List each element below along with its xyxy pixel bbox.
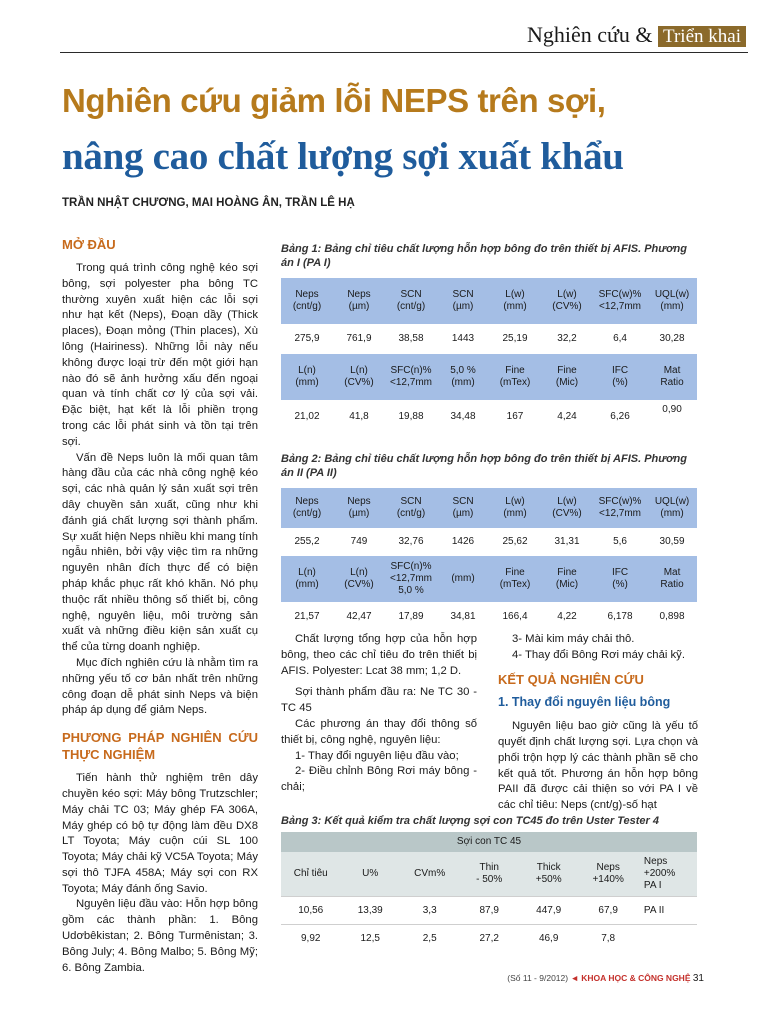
section-label	[527, 22, 746, 48]
table3-caption: Bảng 3: Kết quả kiểm tra chất lượng sợi con TC45 đo trên Uster Tester 4	[281, 815, 659, 827]
table-cell: 166,4	[502, 611, 528, 622]
middle-paragraph-2: Sợi thành phẩm đầu ra: Ne TC 30 - TC 45	[281, 686, 477, 715]
table-cell: 761,9	[346, 333, 372, 344]
middle-paragraph-5: 2- Điều chỉnh Bông Rơi máy bông - chải;	[281, 765, 477, 794]
article-title-line2: nâng cao chất lượng sợi xuất khẩu	[62, 135, 624, 178]
table-cell: 42,47	[346, 611, 372, 622]
table-header-cell: Chỉ tiêu	[293, 868, 328, 879]
table-cell: 0,90	[662, 404, 682, 415]
article-authors: TRẦN NHẬT CHƯƠNG, MAI HOÀNG ÂN, TRẦN LÊ HẠ	[62, 197, 355, 209]
right-paragraph-2: 4- Thay đổi Bông Rơi máy chải kỹ.	[512, 648, 685, 661]
intro-paragraph-2: Vấn đề Neps luôn là mối quan tâm hàng đầu của các nhà công nghệ kéo sợi, các nhà quản lý sản xuất sợi trên dây chuyền sản xuất, cũng như khi đánh giá chất lượng sợi thành phẩm. Sự xuất hiện Neps nhiều khi mang tính ngẫu nhiên, bởi vậy việc tìm ra những nguyên nhân đích thực để có biện pháp khắc phục rất khó khăn. Nó phụ thuộc rất nhiều thông số thiết bị, công nghệ, nguyên liệu, môi trường sản xuất và những điều kiện sản xuất cụ thể của từng doanh nghiệp.	[62, 451, 258, 654]
table-cell: 19,88	[398, 411, 424, 422]
table-cell: 30,59	[659, 536, 685, 547]
table-cell: 275,9	[294, 333, 320, 344]
table-header-cell: U%	[362, 868, 379, 879]
table-header-cell: Thick +50%	[535, 862, 562, 885]
table-header-cell: UQL(w) (mm)	[654, 289, 690, 312]
table-cell: 0,898	[659, 611, 685, 622]
section-label-plain: Nghiên cứu &	[526, 22, 653, 47]
middle-paragraph-1: Chất lượng tổng hợp của hỗn hợp bông, theo các chỉ tiêu đo trên thiết bị AFIS. Polyester: Lcat 38 mm; 1,2 D.	[281, 633, 477, 677]
table1	[281, 278, 697, 434]
table-header-cell: L(n) (CV%)	[344, 567, 374, 590]
table3-group-header: Sợi con TC 45	[456, 836, 522, 847]
table2-header-row-1	[281, 488, 697, 528]
table-cell: 31,31	[554, 536, 580, 547]
table-header-cell: Neps (µm)	[347, 496, 371, 519]
table3-header-row	[281, 852, 697, 896]
table-cell: 32,76	[398, 536, 424, 547]
table-header-cell: Neps (µm)	[347, 289, 371, 312]
table-row	[281, 924, 697, 952]
middle-paragraph-4: 1- Thay đổi nguyên liệu đầu vào;	[295, 749, 459, 762]
table-cell: 6,26	[610, 411, 630, 422]
heading-method: PHƯƠNG PHÁP NGHIÊN CỨU THỰC NGHIỆM	[62, 730, 258, 763]
table-cell: 167	[506, 411, 524, 422]
table-header-cell: Mat Ratio	[660, 365, 684, 388]
table-cell: 255,2	[294, 536, 320, 547]
table-header-cell: L(w) (mm)	[503, 289, 527, 312]
intro-paragraph-1: Trong quá trình công nghệ kéo sợi bông, sợi polyester pha bông TC thường xuyên xuất hiện các lỗi sợi như hạt kết (Neps), Đoạn dầy (Thick places), Đoạn mỏng (Thin places), Xù lông (Hairiness). Những lỗi này nếu không được loại trừ đến một giới hạn nào đó sẽ ảnh hưởng xấu đến ngoại quan và tính chất cơ lý của sợi vải. Đặc biệt, hạt kết là lỗi phiền trọng trong các lỗi phát sinh và tồn tại trên sợi.	[62, 262, 258, 448]
table-header-cell: SFC(n)% <12,7mm 5,0 %	[390, 561, 432, 596]
table-header-cell: Neps (cnt/g)	[292, 289, 322, 312]
right-paragraph-3: Nguyên liệu bao giờ cũng là yếu tố quyết định chất lượng sợi. Lựa chọn và phối trộn hợp lý các thành phần sẽ cho kết quả tốt. Phương án hỗn hợp bông PAII đã được cải thiện so với PA I về các chỉ tiêu: Neps (cnt/g)-số hạt	[498, 720, 698, 812]
table-header-cell: CVm%	[414, 868, 446, 879]
table-cell: 447,9	[519, 896, 578, 924]
article-title-line1: Nghiên cứu giảm lỗi NEPS trên sợi,	[62, 82, 606, 119]
table-header-cell: Neps (cnt/g)	[292, 496, 322, 519]
middle-paragraph-3: Các phương án thay đổi thông số thiết bị, công nghệ, nguyên liệu:	[281, 717, 477, 746]
footer-issue: (Số 11 - 9/2012)	[507, 973, 569, 983]
table-cell: 4,22	[557, 611, 577, 622]
table-cell: 9,92	[281, 924, 340, 952]
table2	[281, 488, 697, 632]
table-cell: 34,81	[450, 611, 476, 622]
table-header-cell: IFC (%)	[611, 365, 629, 388]
table-cell: 4,24	[557, 411, 577, 422]
method-paragraph-1: Tiến hành thử nghiệm trên dây chuyền kéo sợi: Máy bông Trutzschler; Máy chải TC 03; Máy ghép FA 306A, Máy ghép có bộ tự động làm đều DX8 LT Toyota; Máy cuộn cúi SL 100 Toyota; Máy chải kỹ VC5A Toyota; Máy sợi thô TJFA 458A; Máy sợi con RX Toyota; Máy đánh ống Savio.	[62, 772, 258, 895]
table-cell: 13,39	[340, 896, 399, 924]
right-column	[498, 632, 698, 814]
table-cell: 5,6	[613, 536, 627, 547]
table1-header-row-1	[281, 278, 697, 324]
intro-paragraph-3: Mục đích nghiên cứu là nhằm tìm ra những yếu tố cơ bản nhất trên những công đoạn dễ phát sinh Neps và biện pháp áp dụng để giảm Neps.	[62, 656, 258, 717]
section-label-highlight: Triển khai	[658, 26, 746, 47]
table-header-cell: L(n) (mm)	[295, 567, 319, 590]
header-rule	[60, 52, 748, 53]
table-cell: 3,3	[400, 896, 459, 924]
table2-header-row-2	[281, 556, 697, 602]
table-header-cell: SCN (cnt/g)	[396, 496, 426, 519]
table-cell: 25,62	[502, 536, 528, 547]
page-footer	[507, 973, 704, 984]
table-header-cell: 5,0 % (mm)	[450, 365, 476, 388]
table-header-cell: Fine (Mic)	[555, 365, 579, 388]
table-header-cell: Neps +200% PA I	[643, 856, 676, 891]
table-cell: 17,89	[398, 611, 424, 622]
method-paragraph-2: Nguyên liệu đầu vào: Hỗn hợp bông gồm các thành phần: 1. Bông Udơbêkistan; 2. Bông Turmênistan; 3. Bông July; 4. Bông Malbo; 5. Bông Mỹ; 6. Bông Zambia.	[62, 898, 258, 974]
table-header-cell: L(n) (mm)	[295, 365, 319, 388]
table-header-cell: L(w) (CV%)	[552, 496, 582, 519]
table3	[281, 832, 697, 952]
table1-value-row-2	[281, 400, 697, 434]
table-cell: 7,8	[578, 924, 637, 952]
table-header-cell: L(w) (mm)	[503, 496, 527, 519]
table-header-cell: Fine (mTex)	[499, 567, 531, 590]
table-cell: 6,4	[613, 333, 627, 344]
table-cell: 32,2	[557, 333, 577, 344]
table-header-cell: L(w) (CV%)	[552, 289, 582, 312]
table-header-cell: UQL(w) (mm)	[654, 496, 690, 519]
table-cell: 87,9	[459, 896, 518, 924]
heading-results: KẾT QUẢ NGHIÊN CỨU	[498, 671, 644, 687]
table-header-cell: SCN (cnt/g)	[396, 289, 426, 312]
table-header-cell: SFC(w)% <12,7mm	[598, 289, 642, 312]
table-header-cell: SFC(w)% <12,7mm	[598, 496, 642, 519]
table1-caption: Bảng 1: Bảng chỉ tiêu chất lượng hỗn hợp bông đo trên thiết bị AFIS. Phương án I (PA I)	[281, 243, 687, 269]
table-cell: 46,9	[519, 924, 578, 952]
table-cell: 34,48	[450, 411, 476, 422]
table-header-cell: SCN (µm)	[452, 289, 474, 312]
table-header-cell: Fine (mTex)	[499, 365, 531, 388]
table-header-cell: L(n) (CV%)	[344, 365, 374, 388]
middle-column	[281, 632, 477, 796]
table2-value-row-1	[281, 528, 697, 556]
table-cell: 25,19	[502, 333, 528, 344]
table-cell: 12,5	[340, 924, 399, 952]
table-header-cell: (mm)	[451, 573, 475, 584]
table-header-cell: Neps +140%	[592, 862, 624, 885]
table-cell	[638, 924, 697, 952]
table-cell: 38,58	[398, 333, 424, 344]
table-cell: 30,28	[659, 333, 685, 344]
table-cell: 41,8	[349, 411, 369, 422]
table-header-cell: SFC(n)% <12,7mm	[390, 365, 432, 388]
table1-header-row-2	[281, 354, 697, 400]
table-cell: 749	[350, 536, 368, 547]
table-row	[281, 896, 697, 924]
page-number: 31	[692, 973, 704, 984]
table-header-cell: Fine (Mic)	[555, 567, 579, 590]
heading-intro: MỞ ĐẦU	[62, 237, 116, 252]
table-cell: 1443	[451, 333, 475, 344]
table-header-cell: Mat Ratio	[660, 567, 684, 590]
table-cell: 6,178	[607, 611, 633, 622]
subheading-material: 1. Thay đổi nguyên liệu bông	[498, 695, 671, 710]
table-cell: 21,57	[294, 611, 320, 622]
footer-magazine: KHOA HỌC & CÔNG NGHỆ	[581, 973, 691, 983]
table1-value-row-1	[281, 324, 697, 354]
table-header-cell: SCN (µm)	[452, 496, 474, 519]
table2-value-row-2	[281, 602, 697, 632]
table-cell: 10,56	[281, 896, 340, 924]
table-cell: 67,9	[578, 896, 637, 924]
right-paragraph-1: 3- Mài kim máy chải thô.	[512, 633, 635, 645]
left-column	[62, 236, 258, 976]
table-header-cell: Thin - 50%	[476, 862, 503, 885]
table-cell: 2,5	[400, 924, 459, 952]
table-header-cell: IFC (%)	[611, 567, 629, 590]
footer-arrow-icon: ◄	[570, 973, 579, 983]
table-cell: 27,2	[459, 924, 518, 952]
table3-group-header-row	[281, 832, 697, 852]
table-cell: 21,02	[294, 411, 320, 422]
table-cell: PA II	[638, 896, 697, 924]
table2-caption: Bảng 2: Bảng chỉ tiêu chất lượng hỗn hợp bông đo trên thiết bị AFIS. Phương án II (PA II)	[281, 453, 687, 479]
table-cell: 1426	[451, 536, 475, 547]
